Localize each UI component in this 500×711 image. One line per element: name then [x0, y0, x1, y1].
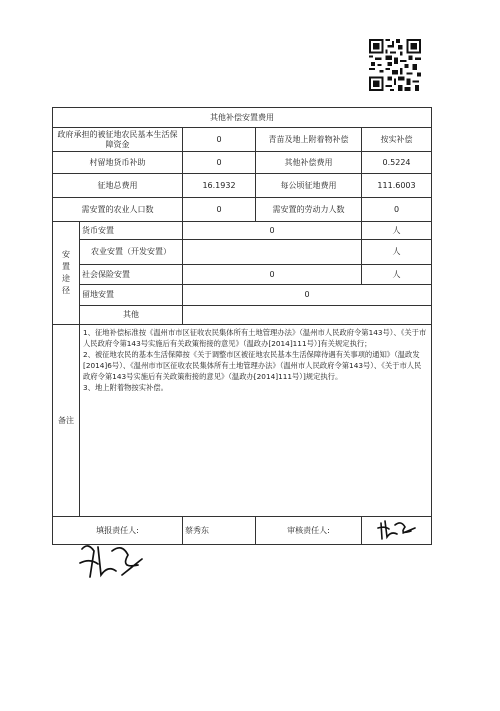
- per-mu-label: 每公顷征地费用: [256, 174, 362, 198]
- resettle-item-value: [183, 306, 432, 325]
- reviewer-signature-icon: [375, 517, 419, 541]
- notes-label: 备注: [53, 325, 80, 517]
- resettle-row: [53, 285, 432, 306]
- reviewer-label: 审核责任人:: [256, 517, 362, 545]
- farm-pop-value: 0: [183, 198, 256, 222]
- resettle-row: [53, 265, 432, 285]
- notes-content: [80, 325, 432, 517]
- total-label: 征地总费用: [53, 174, 183, 198]
- filler-name: 蔡秀东: [183, 517, 256, 545]
- resettle-item-label: 货币安置: [80, 222, 183, 240]
- resettle-item-label: 留地安置: [80, 285, 183, 306]
- farm-pop-label: 需安置的农业人口数: [53, 198, 183, 222]
- resettle-group-text: 安置途径: [62, 250, 70, 295]
- resettle-item-value: [183, 240, 362, 265]
- resettle-item-value: 0: [183, 222, 362, 240]
- reserved-value: 0: [183, 152, 256, 174]
- resettle-item-value: 0: [183, 285, 432, 306]
- table-row: [53, 152, 432, 174]
- notes-row: [53, 325, 432, 517]
- resettle-item-label: 其他: [80, 306, 183, 325]
- resettle-item-unit: 人: [362, 240, 432, 265]
- qr-code-icon: [369, 39, 421, 91]
- other-comp-label: 其他补偿费用: [256, 152, 362, 174]
- reserved-label: 村留地货币补助: [53, 152, 183, 174]
- filler-signature-icon: [76, 537, 146, 585]
- other-comp-value: 0.5224: [362, 152, 432, 174]
- table-title: 其他补偿安置费用: [53, 108, 432, 128]
- table-row: [53, 198, 432, 222]
- note-line: 1、征地补偿标准按《温州市市区征收农民集体所有土地管理办法》（温州市人民政府令第143号）、《关于市人民政府令第143号实施后有关政策衔接的意见》（温政办[2014]111号）]有关规定执行；: [83, 328, 427, 348]
- note-line: 2、被征地农民的基本生活保障按《关于调整市区被征地农民基本生活保障待遇有关事项的通知》（温政发[2014]6号）、《温州市市区征收农民集体所有土地管理办法》（温州市人民政府令第143号）、《关于市人民政府令第143号实施后有关政策衔接的意见》（温政办[2014]111号）]规定执行。: [83, 350, 422, 381]
- reviewer-signature-cell: [362, 517, 432, 545]
- table-row: [53, 128, 432, 152]
- crops-value: 按实补偿: [362, 128, 432, 152]
- header-row: [53, 108, 432, 128]
- resettle-row: [53, 306, 432, 325]
- compensation-table: [52, 107, 432, 545]
- resettle-item-label: 社会保险安置: [80, 265, 183, 285]
- resettle-row: [53, 240, 432, 265]
- resettle-row: [53, 222, 432, 240]
- table-row: [53, 174, 432, 198]
- labor-value: 0: [362, 198, 432, 222]
- gov-fund-label: 政府承担的被征地农民基本生活保障资金: [53, 128, 183, 152]
- crops-label: 青苗及地上附着物补偿: [256, 128, 362, 152]
- gov-fund-value: 0: [183, 128, 256, 152]
- resettle-item-value: 0: [183, 265, 362, 285]
- labor-label: 需安置的劳动力人数: [256, 198, 362, 222]
- filler-label: 填报责任人:: [53, 517, 183, 545]
- resettle-group-label: [53, 222, 80, 325]
- resettle-item-unit: 人: [362, 222, 432, 240]
- note-line: 3、地上附着物按实补偿。: [83, 383, 168, 392]
- per-mu-value: 111.6003: [362, 174, 432, 198]
- resettle-item-unit: 人: [362, 265, 432, 285]
- resettle-item-label: 农业安置（开发安置）: [80, 240, 183, 265]
- total-value: 16.1932: [183, 174, 256, 198]
